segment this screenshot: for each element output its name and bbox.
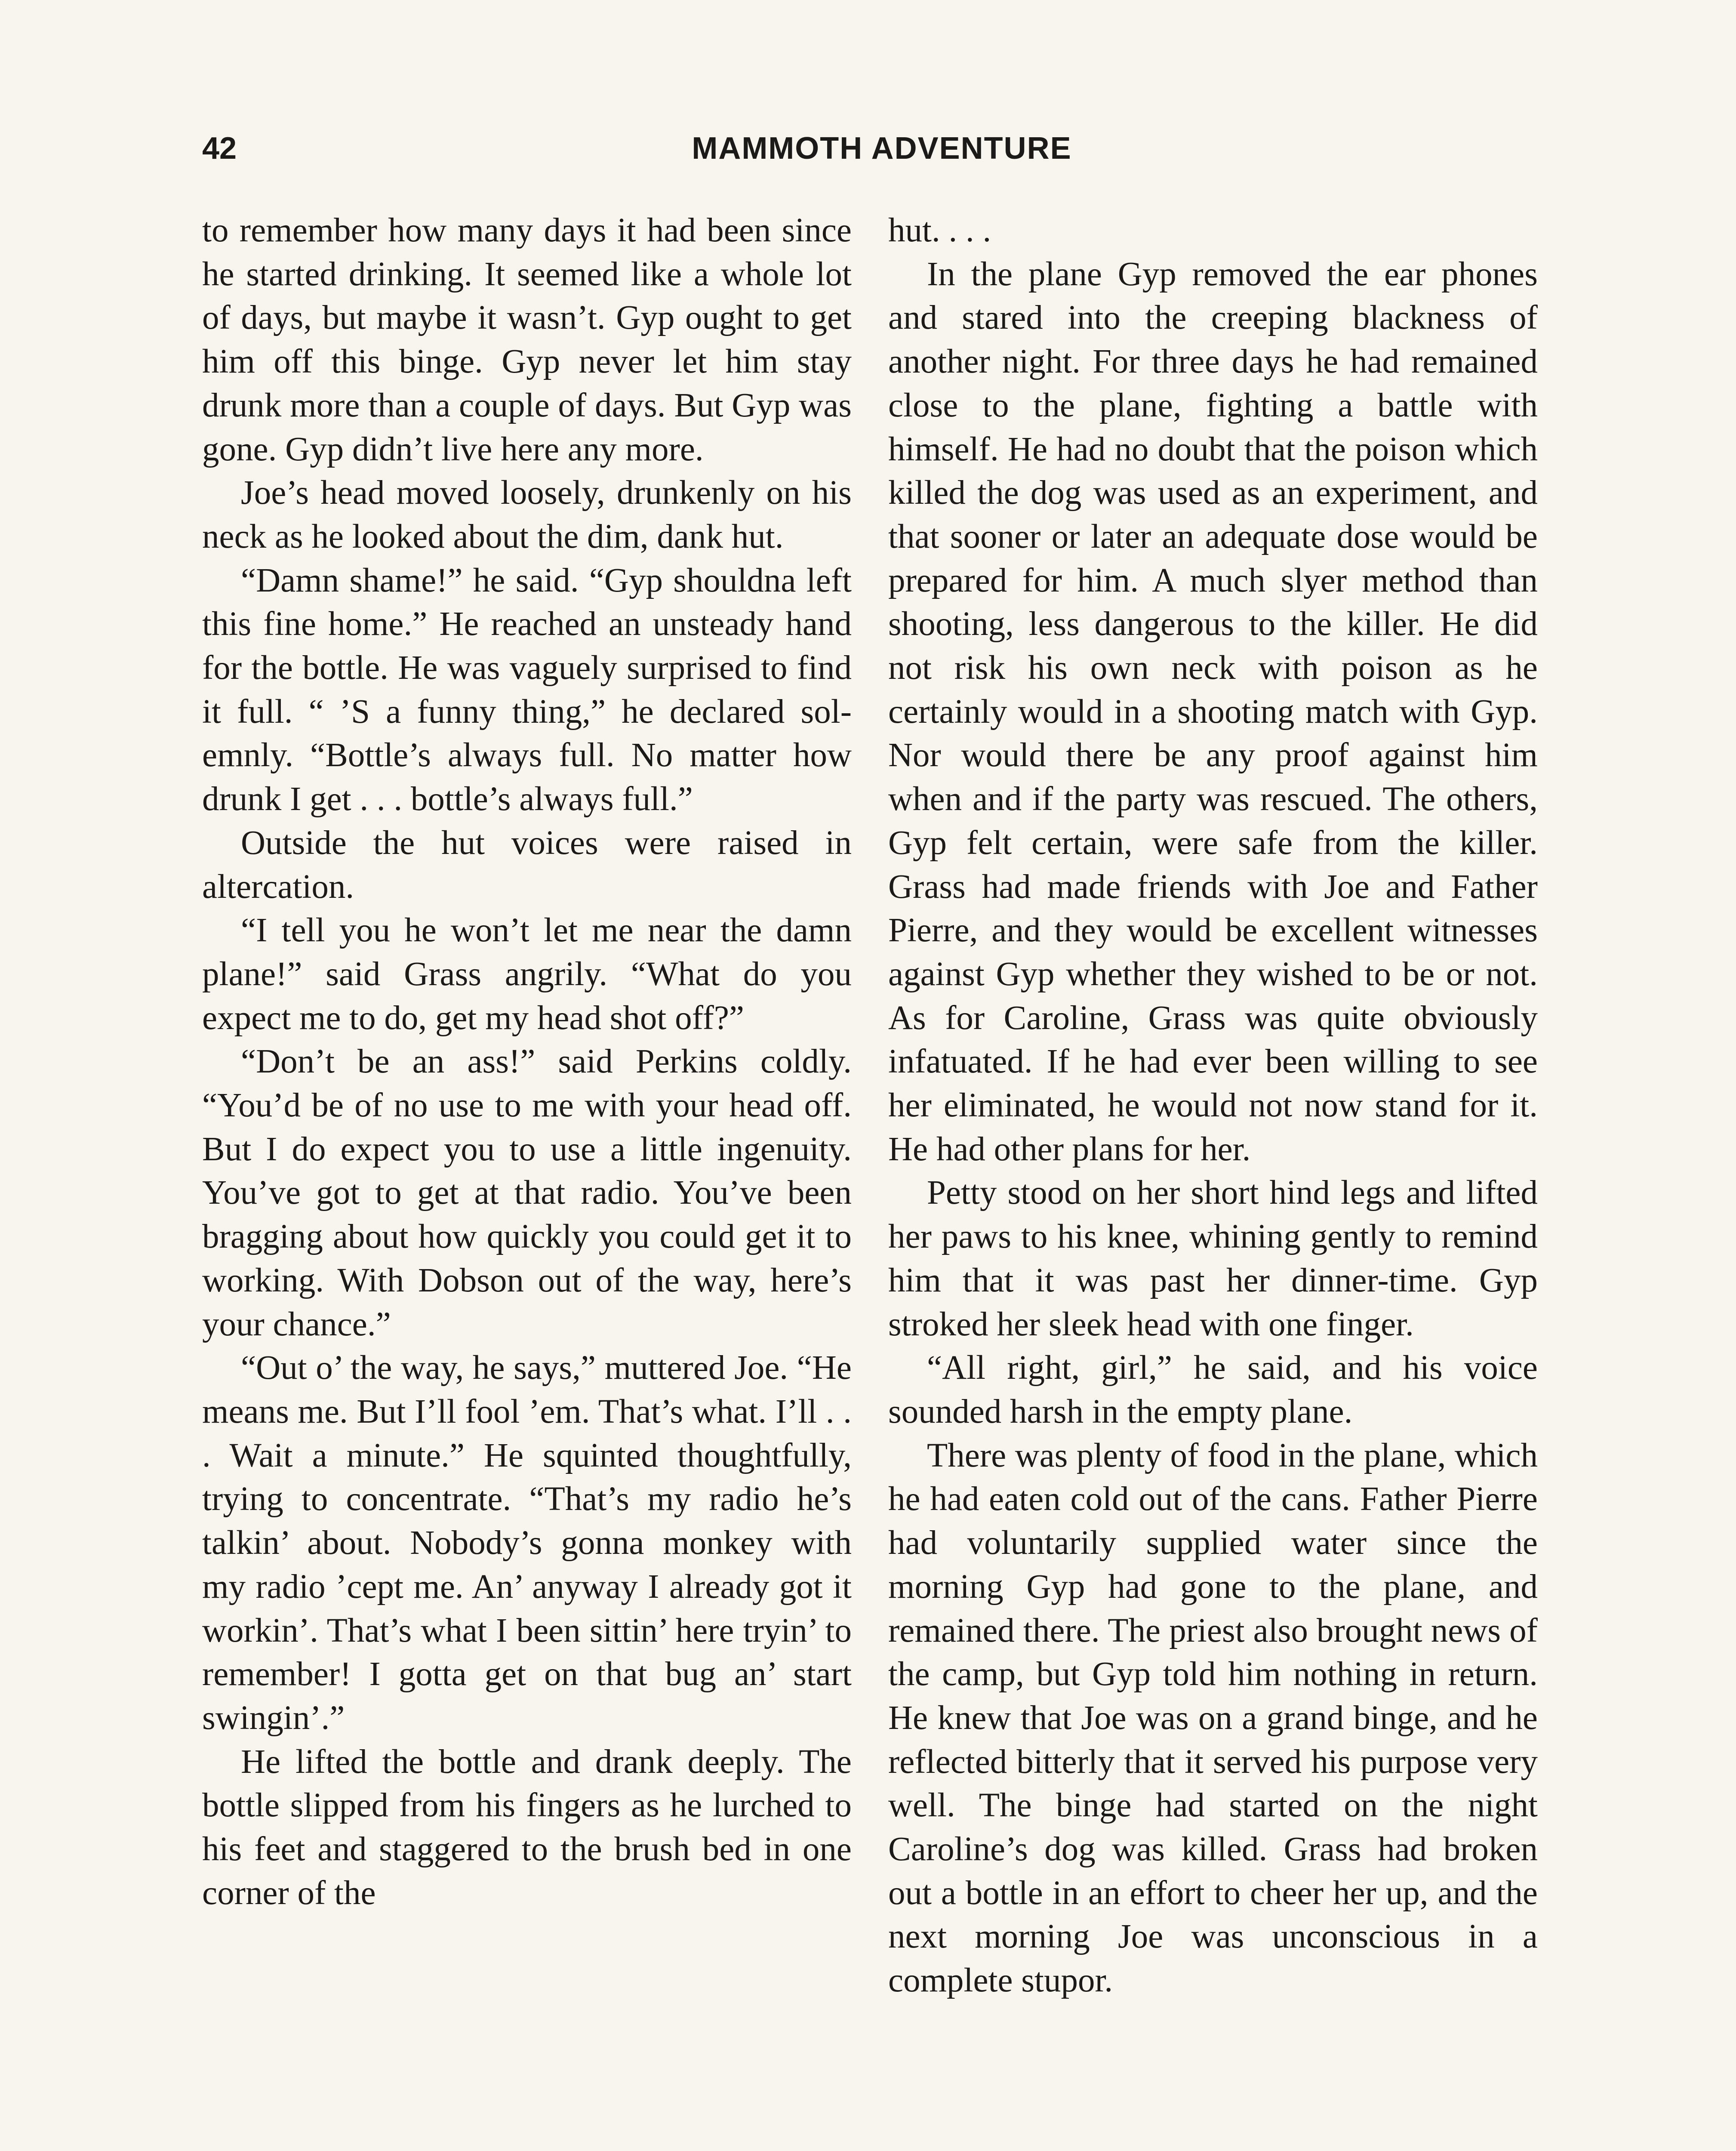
left-text-column bbox=[202, 209, 852, 1915]
paragraph: “Don’t be an ass!” said Perkins coldly. “You’d be of no use to me with your head off. But I do expect you to use a little ingenuity. You’ve got to get at that radio. You’ve been bragging about how quickly you could get it to working. With Dobson out of the way, here’s your chance.” bbox=[202, 1043, 852, 1343]
paragraph: to remember how many days it had been since he started drinking. It seemed like a whole lot of days, but maybe it wasn’t. Gyp ought to get him off this binge. Gyp never let him stay drunk more than a couple of days. But Gyp was gone. Gyp didn’t live here any more. bbox=[202, 212, 852, 468]
paragraph: Outside the hut voices were raised in altercation. bbox=[202, 824, 852, 906]
paragraph: Petty stood on her short hind legs and lifted her paws to his knee, whining gently to remind him that it was past her dinner-time. Gyp stroked her sleek head with one finger. bbox=[888, 1174, 1538, 1343]
paragraph: “I tell you he won’t let me near the damn plane!” said Grass angrily. “What do you expect me to do, get my head shot off?” bbox=[202, 912, 852, 1037]
paragraph: In the plane Gyp removed the ear phones and stared into the creeping blackness of another night. For three days he had remained close to the plane, fighting a battle with himself. He had no doubt that the poison which killed the dog was used as an experiment, and that sooner or later an adequate dose would be prepared for him. A much slyer method than shooting, less dangerous to the killer. He did not risk his own neck with poison as he certainly would in a shooting match with Gyp. Nor would there be any proof against him when and if the party was rescued. The others, Gyp felt certain, were safe from the killer. Grass had made friends with Joe and Father Pierre, and they would be excellent witnesses against Gyp whether they wished to be or not. As for Caroline, Grass was quite obviously infatuated. If he had ever been willing to see her eliminated, he would not now stand for it. He had other plans for her. bbox=[888, 255, 1538, 1168]
running-head: MAMMOTH ADVENTURE bbox=[692, 131, 1072, 166]
paragraph: “Out o’ the way, he says,” muttered Joe. “He means me. But I’ll fool ’em. That’s what. I’ll . . . Wait a minute.” He squinted thoughtfully, trying to concentrate. “That’s my radio he’s talkin’ about. Nobody’s gonna monkey with my radio ’cept me. An’ anyway I already got it workin’. That’s what I been sittin’ here tryin’ to remember! I gotta get on that bug an’ start swingin’.” bbox=[202, 1349, 852, 1737]
paragraph: Joe’s head moved loosely, drunkenly on his neck as he looked about the dim, dank hut. bbox=[202, 474, 852, 555]
paragraph: There was plenty of food in the plane, which he had eaten cold out of the cans. Father Pierre had voluntarily supplied water since the morning Gyp had gone to the plane, and remained there. The priest also brought news of the camp, but Gyp told him nothing in return. He knew that Joe was on a grand binge, and he reflected bitterly that it served his purpose very well. The binge had started on the night Caroline’s dog was killed. Grass had broken out a bottle in an effort to cheer her up, and the next morning Joe was unconscious in a complete stupor. bbox=[888, 1436, 1538, 2000]
paragraph: “Damn shame!” he said. “Gyp shouldna left this fine home.” He reached an unsteady hand for the bottle. He was vaguely surprised to find it full. “ ’S a funny thing,” he declared solemnly. “Bottle’s always full. No matter how drunk I get . . . bottle’s always full.” bbox=[202, 561, 852, 818]
paragraph: He lifted the bottle and drank deeply. The bottle slipped from his fingers as he lurched to his feet and staggered to the brush bed in one corner of the bbox=[202, 1743, 852, 1912]
right-text-column bbox=[888, 209, 1538, 2003]
paragraph: hut. . . . bbox=[888, 212, 991, 249]
paragraph: “All right, girl,” he said, and his voice sounded harsh in the empty plane. bbox=[888, 1349, 1538, 1430]
page-number: 42 bbox=[202, 131, 237, 166]
